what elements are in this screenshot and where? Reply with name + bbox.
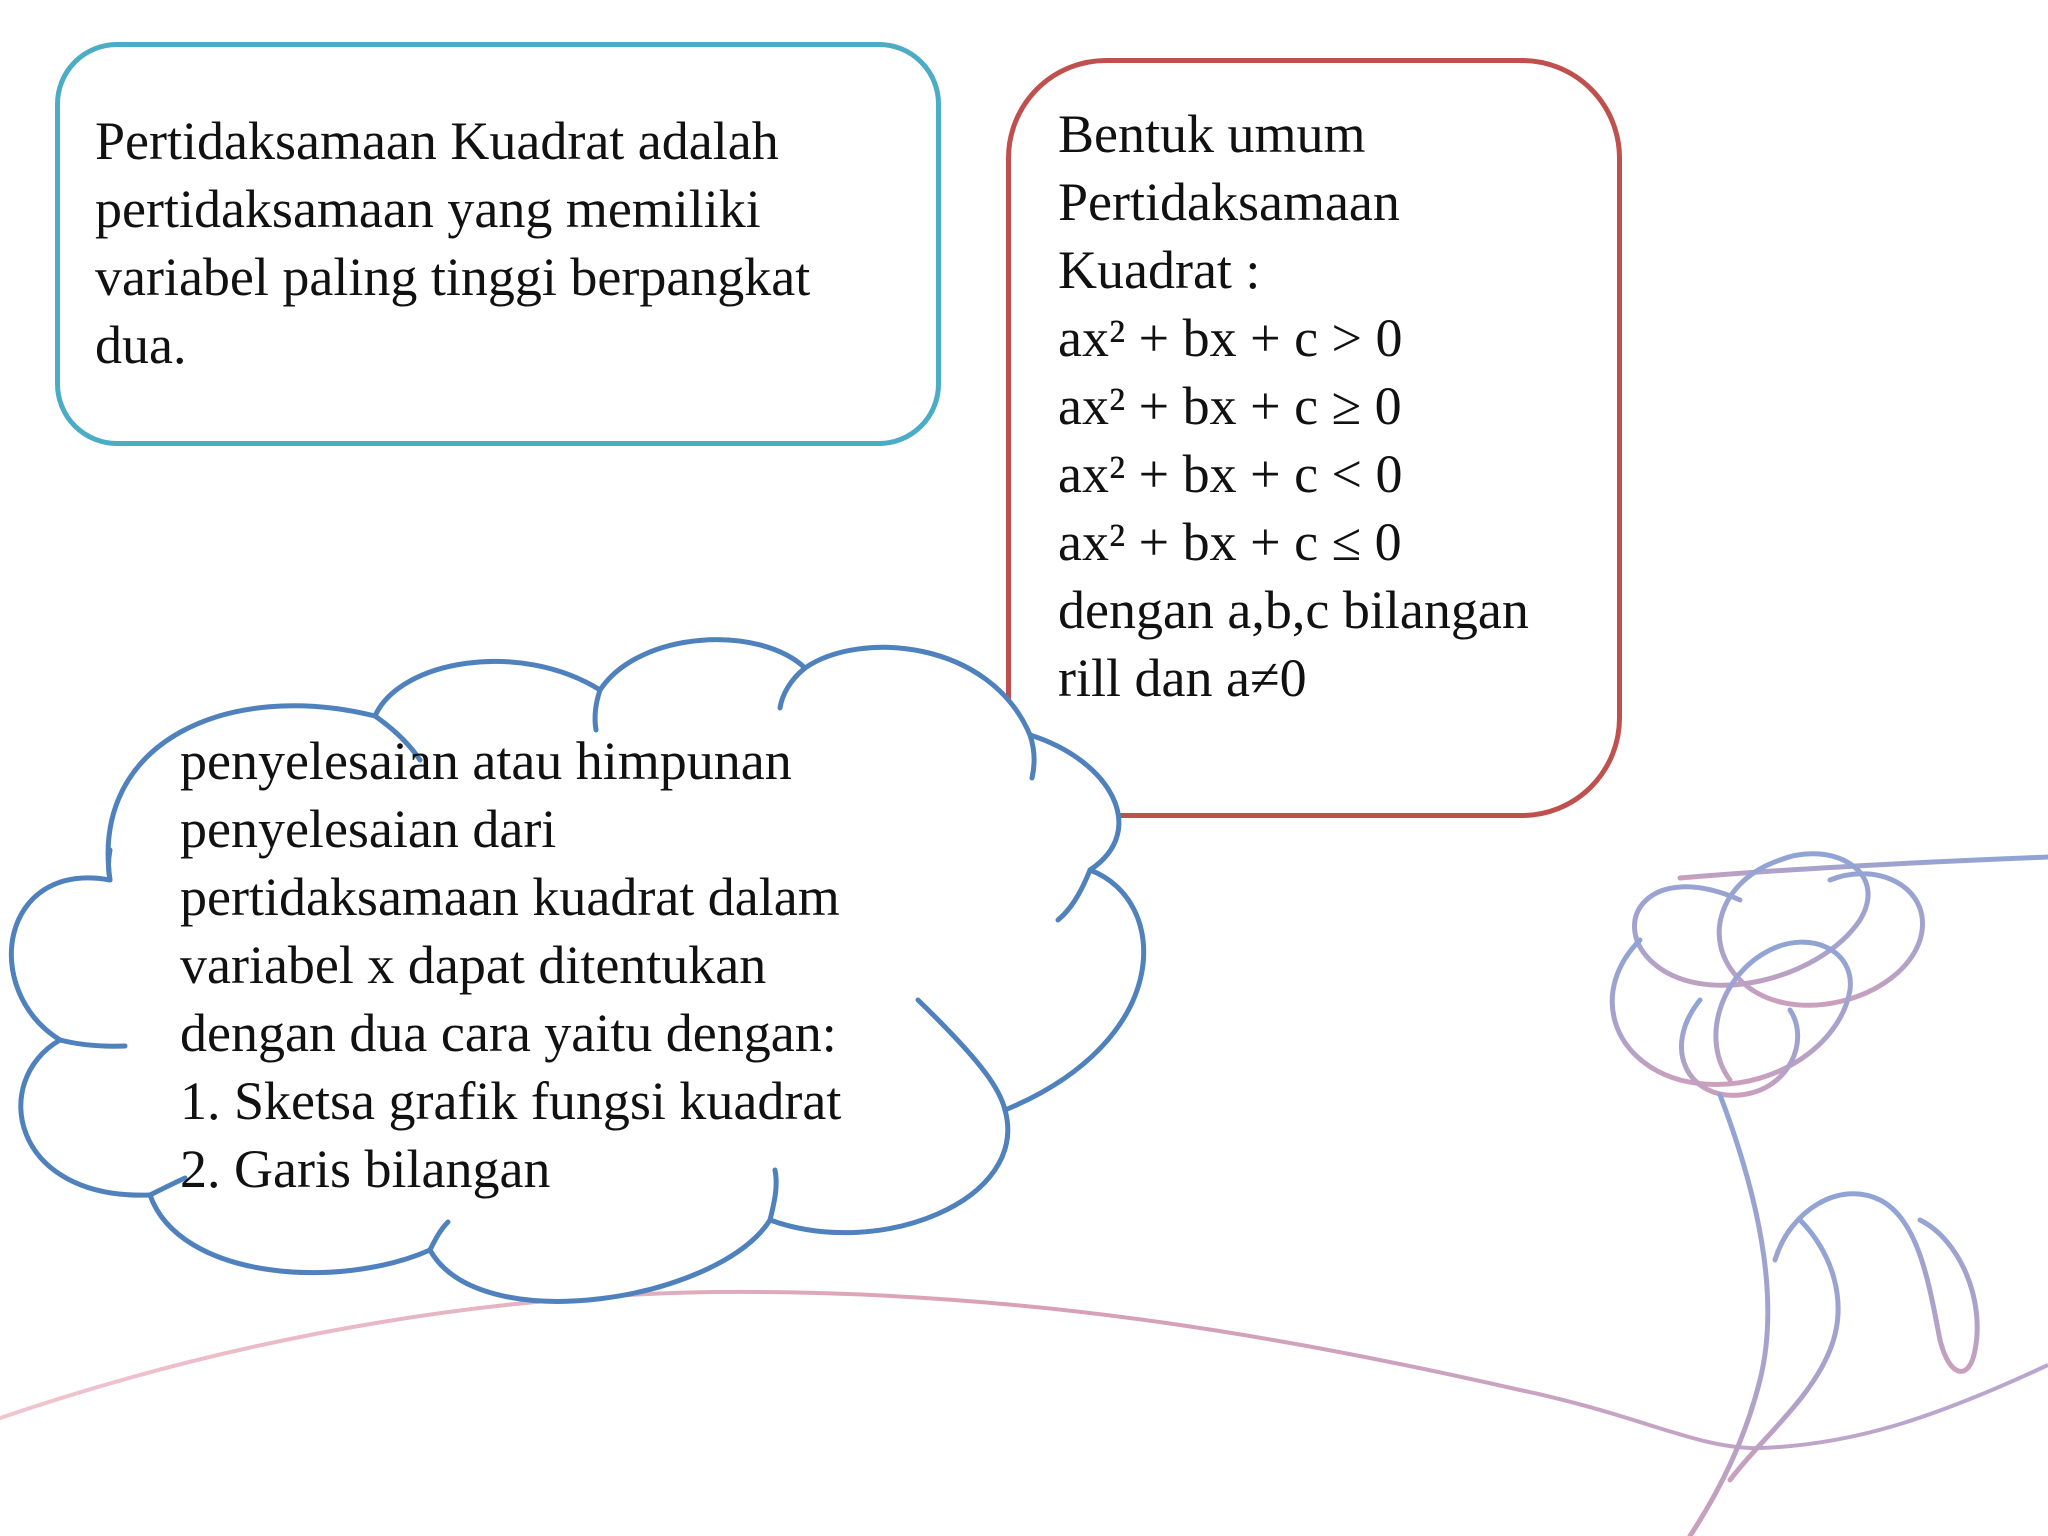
general-form-line: Pertidaksamaan	[1058, 172, 1400, 232]
cloud-line: penyelesaian dari	[180, 799, 557, 859]
definition-line: Pertidaksamaan Kuadrat adalah	[95, 111, 779, 171]
inequality-less-equal: ax² + bx + c ≤ 0	[1058, 512, 1402, 572]
inequality-greater-equal: ax² + bx + c ≥ 0	[1058, 376, 1402, 436]
general-form-line: dengan a,b,c bilangan	[1058, 580, 1529, 640]
general-form-line: rill dan a≠0	[1058, 648, 1307, 708]
cloud-line: dengan dua cara yaitu dengan:	[180, 1003, 837, 1063]
cloud-callout-text	[180, 727, 900, 1203]
cloud-line: variabel x dapat ditentukan	[180, 935, 767, 995]
method-item-1: 1. Sketsa grafik fungsi kuadrat	[180, 1071, 842, 1131]
general-form-line: Kuadrat :	[1058, 240, 1261, 300]
method-item-2: 2. Garis bilangan	[180, 1139, 551, 1199]
cloud-line: penyelesaian atau himpunan	[180, 731, 792, 791]
inequality-less: ax² + bx + c < 0	[1058, 444, 1403, 504]
definition-line: variabel paling tinggi berpangkat	[95, 247, 811, 307]
cloud-line: pertidaksamaan kuadrat dalam	[180, 867, 840, 927]
inequality-greater: ax² + bx + c > 0	[1058, 308, 1403, 368]
general-form-line: Bentuk umum	[1058, 104, 1366, 164]
definition-line: dua.	[95, 315, 187, 375]
definition-line: pertidaksamaan yang memiliki	[95, 179, 761, 239]
